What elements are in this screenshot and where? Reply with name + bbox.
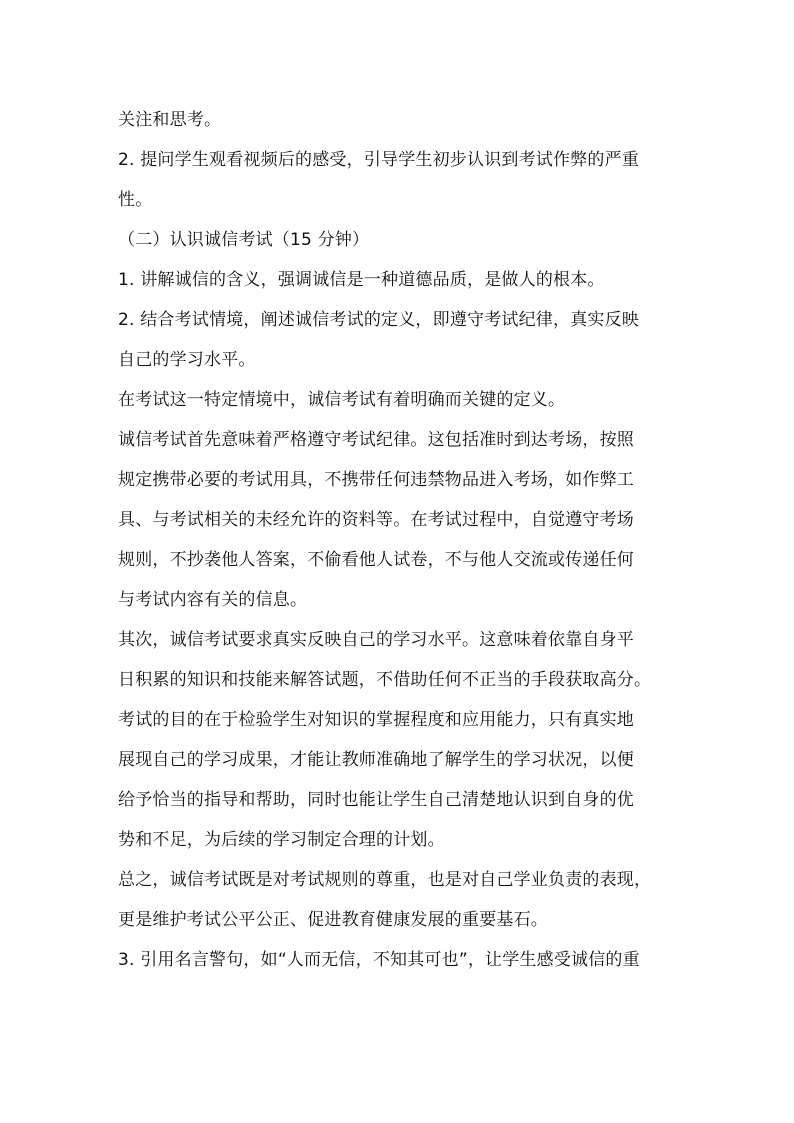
text-line: 2. 提问学生观看视频后的感受，引导学生初步认识到考试作弊的严重: [118, 150, 640, 170]
text-line: 总之，诚信考试既是对考试规则的尊重，也是对自己学业负责的表现，: [118, 870, 652, 890]
text-line: 2. 结合考试情境，阐述诚信考试的定义，即遵守考试纪律，真实反映: [118, 310, 640, 330]
text-line: 自己的学习水平。: [118, 350, 256, 370]
text-line: 诚信考试首先意味着严格遵守考试纪律。这包括准时到达考场，按照: [118, 430, 634, 450]
text-line: 规定携带必要的考试用具，不携带任何违禁物品进入考场，如作弊工: [118, 470, 634, 490]
text-line: 展现自己的学习成果，才能让教师准确地了解学生的学习状况，以便: [118, 750, 634, 770]
text-line: 与考试内容有关的信息。: [118, 590, 308, 610]
text-line: 规则，不抄袭他人答案，不偷看他人试卷，不与他人交流或传递任何: [118, 550, 634, 570]
text-line: 1. 讲解诚信的含义，强调诚信是一种道德品质，是做人的根本。: [118, 270, 605, 290]
section-heading: （二）认识诚信考试（15 分钟）: [118, 230, 370, 250]
text-line: 在考试这一特定情境中，诚信考试有着明确而关键的定义。: [118, 390, 566, 410]
text-line: 给予恰当的指导和帮助，同时也能让学生自己清楚地认识到自身的优: [118, 790, 634, 810]
text-line: 关注和思考。: [118, 110, 222, 130]
text-line: 性。: [118, 190, 153, 210]
text-line: 具、与考试相关的未经允许的资料等。在考试过程中，自觉遵守考场: [118, 510, 634, 530]
text-line: 势和不足，为后续的学习制定合理的计划。: [118, 830, 445, 850]
text-line: 其次，诚信考试要求真实反映自己的学习水平。这意味着依靠自身平: [118, 630, 634, 650]
text-line: 3. 引用名言警句，如“人而无信，不知其可也”，让学生感受诚信的重: [118, 950, 640, 970]
text-line: 更是维护考试公平公正、促进教育健康发展的重要基石。: [118, 910, 548, 930]
text-line: 日积累的知识和技能来解答试题，不借助任何不正当的手段获取高分。: [118, 670, 652, 690]
text-line: 考试的目的在于检验学生对知识的掌握程度和应用能力，只有真实地: [118, 710, 634, 730]
